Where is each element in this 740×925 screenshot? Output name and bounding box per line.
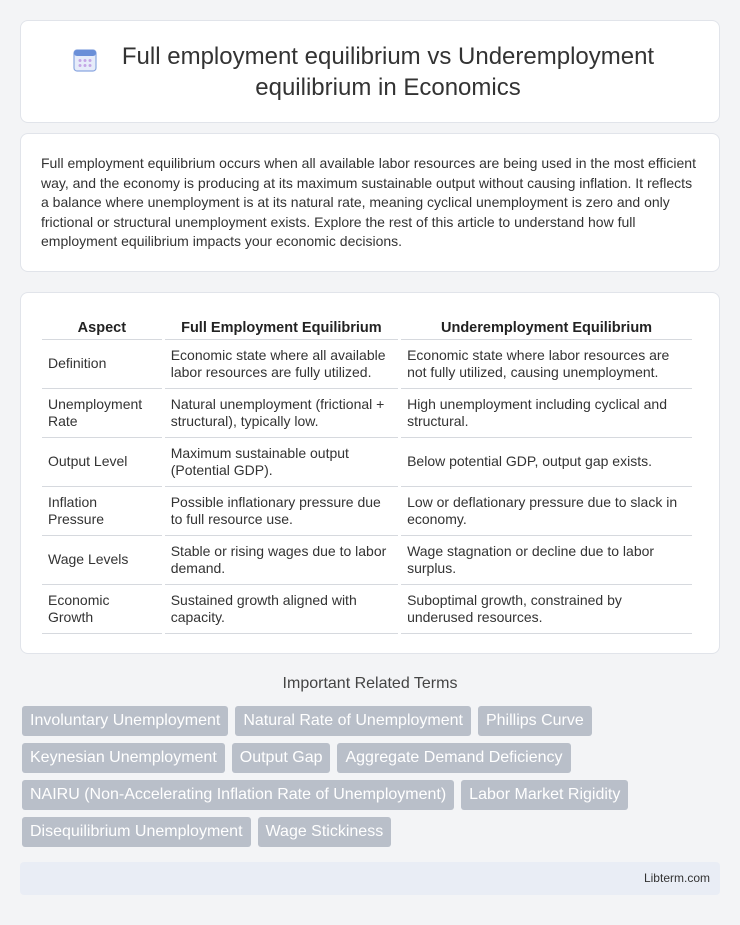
row-underemployment: Low or deflationary pressure due to slack in economy. — [401, 487, 692, 536]
row-full-employment: Economic state where all available labor resources are fully utilized. — [165, 340, 398, 389]
header-aspect: Aspect — [42, 313, 162, 340]
row-aspect: Inflation Pressure — [42, 487, 162, 536]
row-aspect: Wage Levels — [42, 536, 162, 585]
related-term-tag[interactable]: Output Gap — [232, 743, 331, 773]
row-aspect: Output Level — [42, 438, 162, 487]
row-aspect: Definition — [42, 340, 162, 389]
comparison-card — [20, 292, 720, 654]
row-full-employment: Natural unemployment (frictional + structural), typically low. — [165, 389, 398, 438]
related-term-tag[interactable]: Wage Stickiness — [258, 817, 392, 847]
title-card — [20, 20, 720, 123]
related-term-tag[interactable]: Labor Market Rigidity — [461, 780, 628, 810]
header-underemployment: Underemployment Equilibrium — [401, 313, 692, 340]
table-row — [42, 487, 692, 536]
page-title: Full employment equilibrium vs Underemployment equilibrium in Economics — [121, 42, 655, 101]
related-term-tag[interactable]: Phillips Curve — [478, 706, 592, 736]
row-aspect: Unemployment Rate — [42, 389, 162, 438]
related-term-tag[interactable]: Aggregate Demand Deficiency — [337, 743, 570, 773]
related-term-tag[interactable]: Natural Rate of Unemployment — [235, 706, 471, 736]
related-term-tag[interactable]: Keynesian Unemployment — [22, 743, 225, 773]
row-full-employment: Stable or rising wages due to labor demand. — [165, 536, 398, 585]
table-row — [42, 585, 692, 634]
row-underemployment: High unemployment including cyclical and structural. — [401, 389, 692, 438]
related-terms-heading: Important Related Terms — [282, 675, 458, 692]
table-header-row — [42, 313, 692, 340]
related-term-tag[interactable]: Involuntary Unemployment — [22, 706, 228, 736]
tag-row — [22, 743, 722, 773]
related-terms — [22, 706, 722, 854]
comparison-table — [39, 313, 695, 634]
table-row — [42, 536, 692, 585]
row-full-employment: Possible inflationary pressure due to full resource use. — [165, 487, 398, 536]
title-wrap — [72, 41, 668, 103]
calendar-icon — [72, 47, 98, 73]
row-underemployment: Wage stagnation or decline due to labor surplus. — [401, 536, 692, 585]
header-full-employment: Full Employment Equilibrium — [165, 313, 398, 340]
row-underemployment: Below potential GDP, output gap exists. — [401, 438, 692, 487]
related-term-tag[interactable]: Disequilibrium Unemployment — [22, 817, 251, 847]
row-full-employment: Sustained growth aligned with capacity. — [165, 585, 398, 634]
table-row — [42, 340, 692, 389]
related-term-tag[interactable]: NAIRU (Non-Accelerating Inflation Rate of Unemployment) — [22, 780, 454, 810]
table-row — [42, 438, 692, 487]
intro-card — [20, 133, 720, 272]
row-underemployment: Suboptimal growth, constrained by underused resources. — [401, 585, 692, 634]
row-underemployment: Economic state where labor resources are not fully utilized, causing unemployment. — [401, 340, 692, 389]
tag-row — [22, 706, 722, 736]
table-row — [42, 389, 692, 438]
intro-text: Full employment equilibrium occurs when all available labor resources are being used in the most efficient way, and the economy is producing at its maximum sustainable output without causing inflation. It reflects a balance where unemployment is at its natural rate, meaning cyclical unemployment is zero and only frictional or structural unemployment exists. Explore the rest of this article to understand how full employment equilibrium impacts your economic decisions. — [41, 155, 696, 250]
tag-row — [22, 817, 722, 847]
footer-site-link[interactable]: Libterm.com — [643, 871, 710, 885]
tag-row — [22, 780, 722, 810]
footer — [20, 862, 720, 895]
row-aspect: Economic Growth — [42, 585, 162, 634]
row-full-employment: Maximum sustainable output (Potential GDP). — [165, 438, 398, 487]
